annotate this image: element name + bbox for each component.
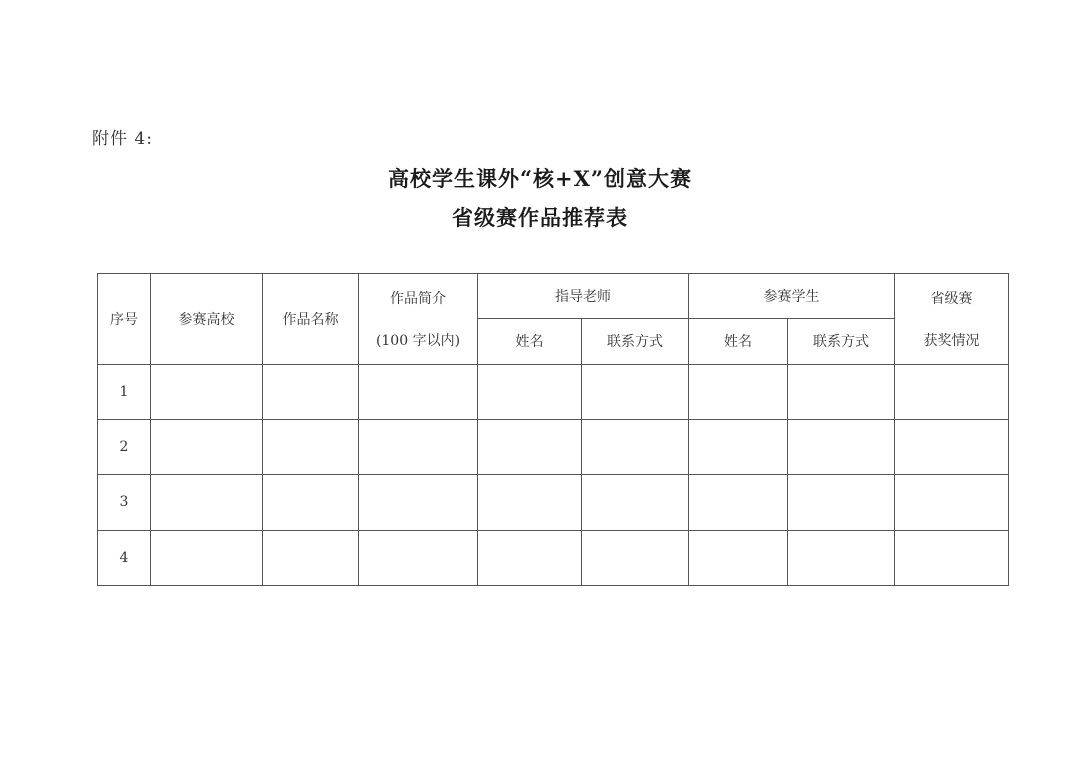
row-index: 2 xyxy=(98,419,151,474)
cell-work-intro xyxy=(359,419,478,474)
cell-advisor-name xyxy=(478,364,582,419)
cell-award xyxy=(895,530,1009,585)
cell-student-name xyxy=(689,364,788,419)
header-school: 参赛高校 xyxy=(151,274,263,365)
header-award-line1: 省级赛 xyxy=(930,290,973,307)
form-title: 高校学生课外“核+X”创意大赛 xyxy=(387,166,693,191)
header-advisor-contact: 联系方式 xyxy=(582,319,689,364)
cell-advisor-contact xyxy=(582,475,689,530)
row-index: 4 xyxy=(98,530,151,585)
cell-student-name xyxy=(689,530,788,585)
header-index: 序号 xyxy=(98,274,151,365)
header-award-line2: 获奖情况 xyxy=(923,332,980,349)
recommendation-table xyxy=(97,273,1009,586)
table-row xyxy=(98,530,1009,585)
cell-school xyxy=(151,530,263,585)
cell-award xyxy=(895,364,1009,419)
cell-work-name xyxy=(263,419,359,474)
cell-school xyxy=(151,419,263,474)
cell-student-contact xyxy=(788,364,895,419)
cell-work-intro xyxy=(359,475,478,530)
cell-advisor-contact xyxy=(582,364,689,419)
row-index: 1 xyxy=(98,364,151,419)
header-student-contact: 联系方式 xyxy=(788,319,895,364)
header-student-name: 姓名 xyxy=(689,319,788,364)
cell-award xyxy=(895,475,1009,530)
cell-work-intro xyxy=(359,364,478,419)
cell-student-contact xyxy=(788,419,895,474)
header-work-name: 作品名称 xyxy=(263,274,359,365)
header-work-intro xyxy=(359,274,478,365)
cell-student-name xyxy=(689,419,788,474)
cell-advisor-contact xyxy=(582,530,689,585)
header-row-1 xyxy=(98,274,1009,319)
cell-award xyxy=(895,419,1009,474)
cell-advisor-name xyxy=(478,475,582,530)
table-row xyxy=(98,364,1009,419)
table-row xyxy=(98,419,1009,474)
form-subtitle: 省级赛作品推荐表 xyxy=(452,205,628,230)
cell-school xyxy=(151,364,263,419)
cell-school xyxy=(151,475,263,530)
table-row xyxy=(98,475,1009,530)
cell-work-name xyxy=(263,530,359,585)
cell-work-name xyxy=(263,364,359,419)
row-index: 3 xyxy=(98,475,151,530)
cell-advisor-name xyxy=(478,530,582,585)
header-advisor-name: 姓名 xyxy=(478,319,582,364)
cell-advisor-contact xyxy=(582,419,689,474)
header-advisor-group: 指导老师 xyxy=(478,274,689,319)
header-work-intro-line2: (100 字以内) xyxy=(375,332,461,349)
header-work-intro-line1: 作品简介 xyxy=(390,290,446,307)
cell-work-intro xyxy=(359,530,478,585)
cell-student-name xyxy=(689,475,788,530)
cell-work-name xyxy=(263,475,359,530)
cell-student-contact xyxy=(788,530,895,585)
cell-student-contact xyxy=(788,475,895,530)
cell-advisor-name xyxy=(478,419,582,474)
attachment-label: 附件 4: xyxy=(92,129,153,149)
header-student-group: 参赛学生 xyxy=(689,274,895,319)
header-award xyxy=(895,274,1009,365)
